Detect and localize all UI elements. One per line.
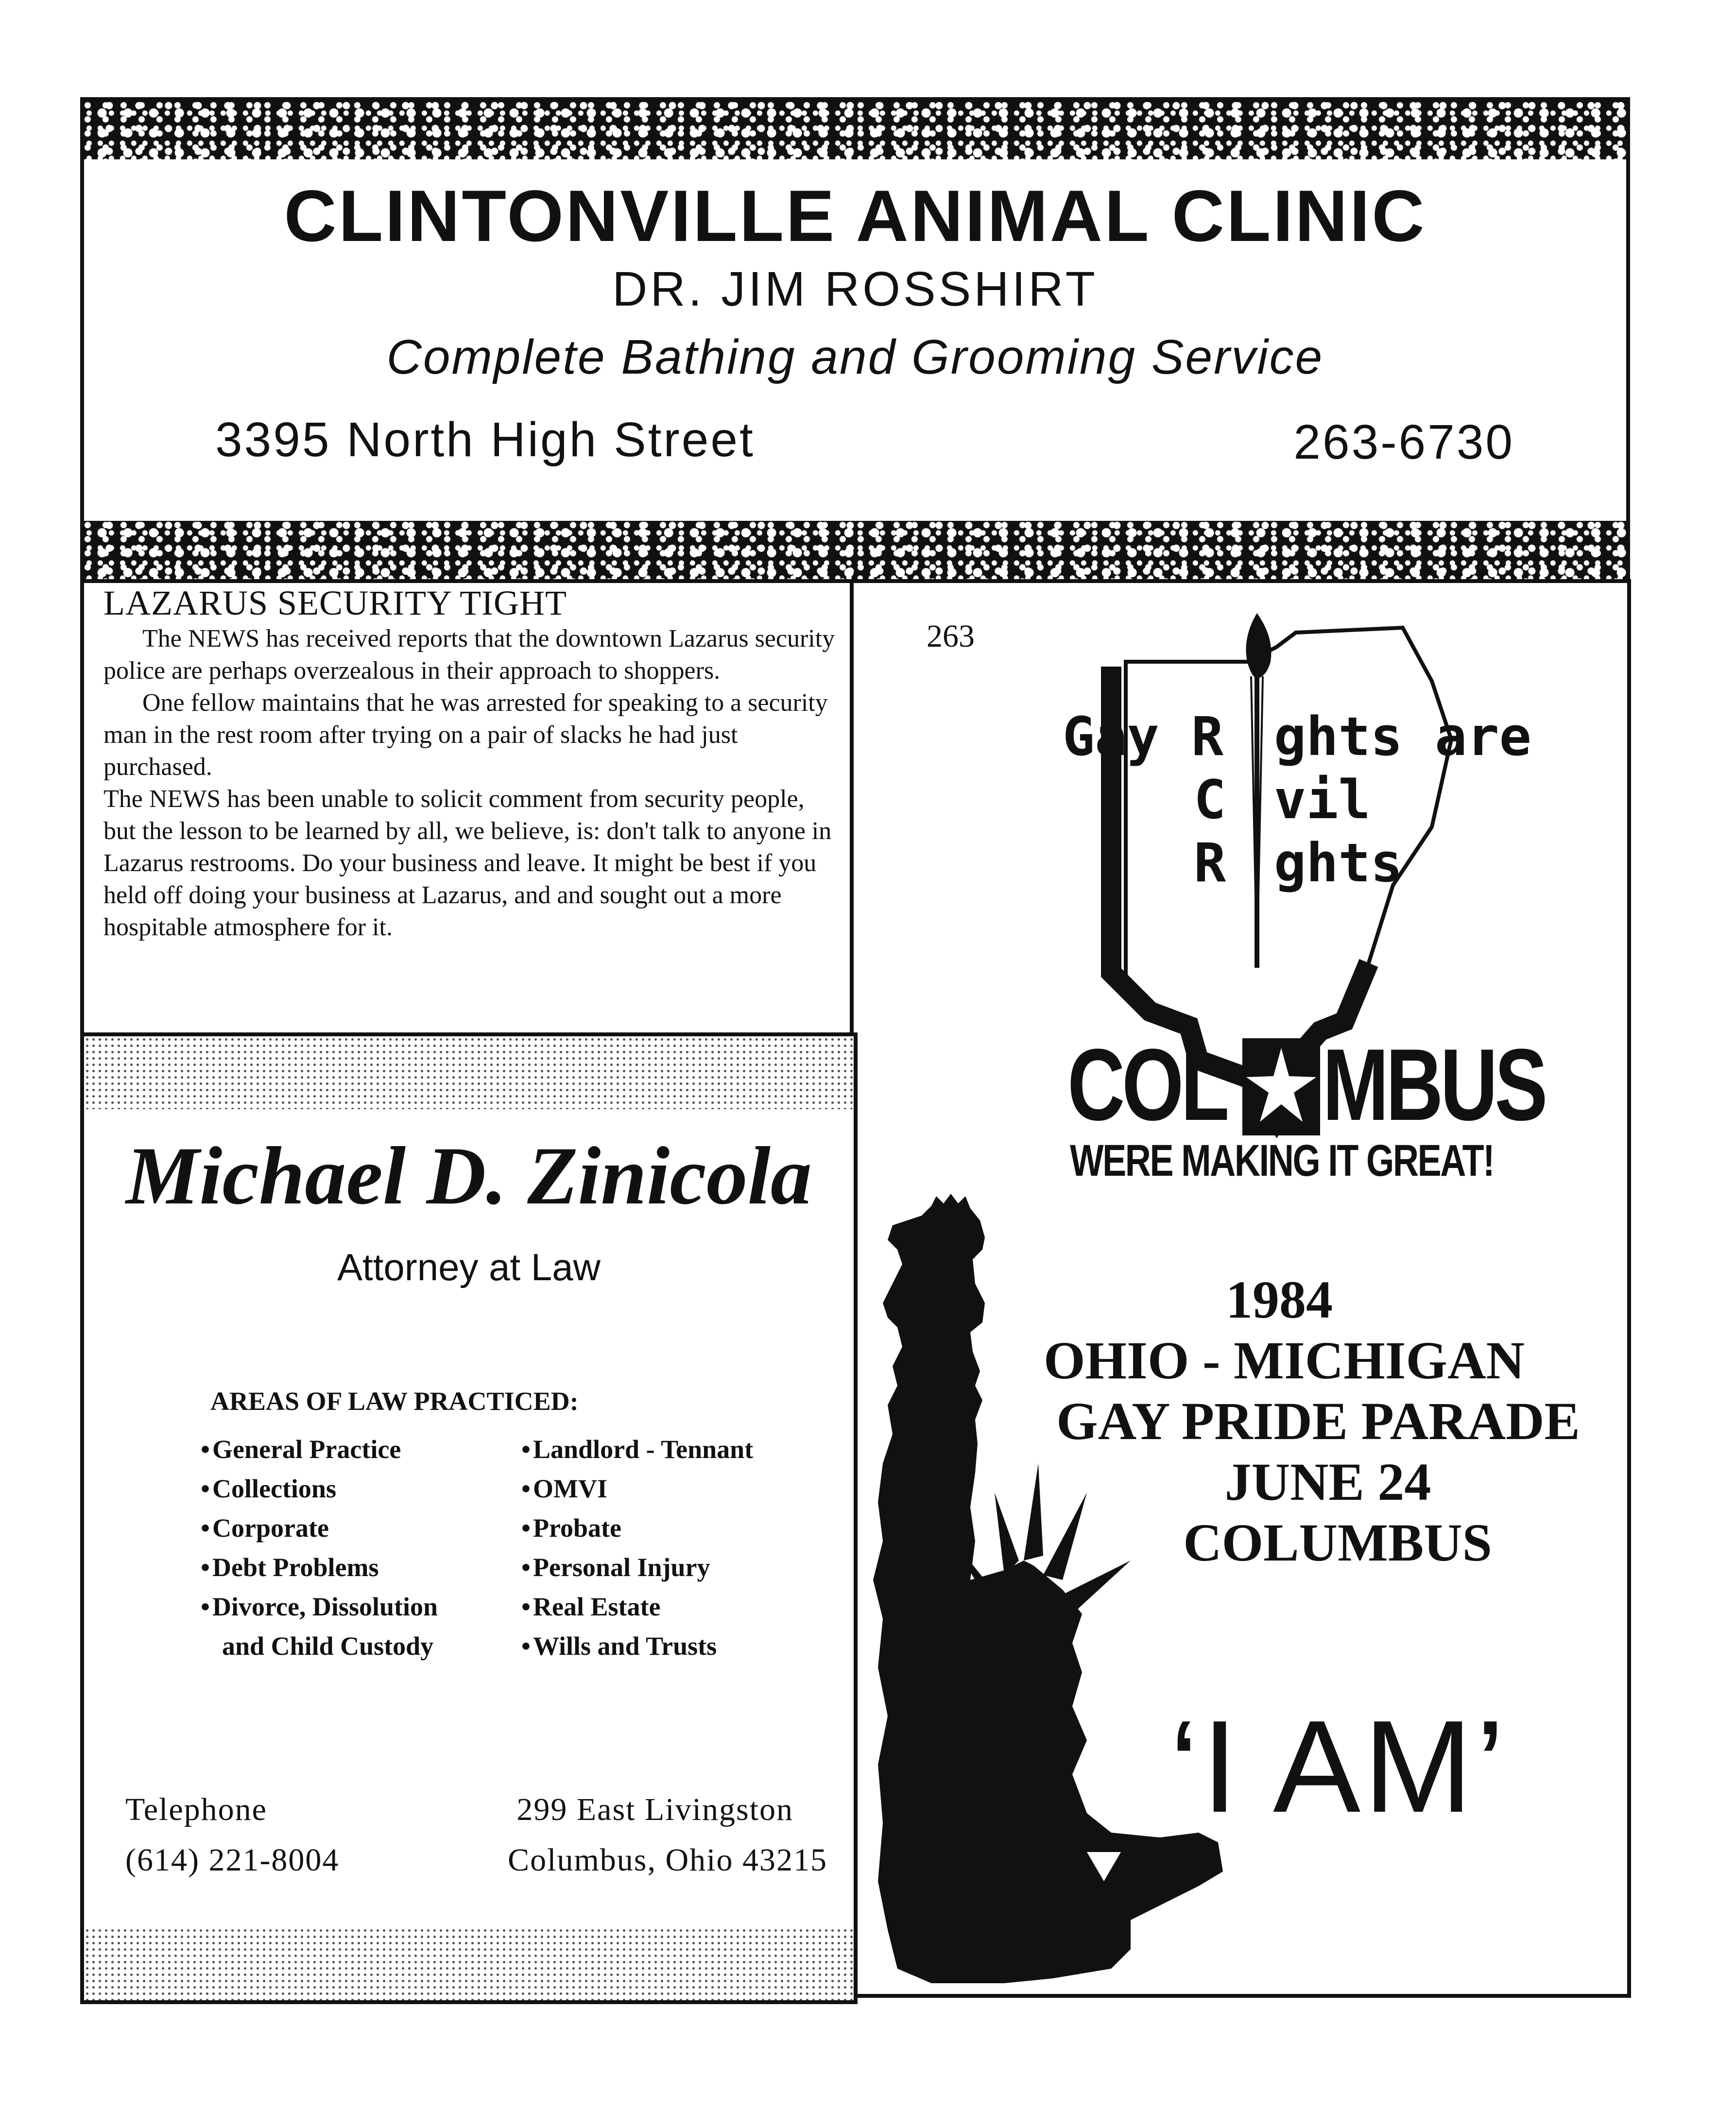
- area-item: •Probate: [521, 1513, 621, 1543]
- area-item: •Divorce, Dissolution: [201, 1592, 438, 1621]
- torch-flame: [1246, 613, 1272, 679]
- area-item: •Debt Problems: [201, 1553, 379, 1582]
- area-item: •General Practice: [201, 1435, 401, 1464]
- area-item: and Child Custody: [222, 1631, 434, 1661]
- parade-city: COLUMBUS: [1183, 1513, 1492, 1572]
- attorney-phone-block: [125, 1785, 339, 1886]
- columbus-slogan: WERE MAKING IT GREAT!: [1070, 1136, 1494, 1185]
- article-body: [103, 623, 837, 944]
- clinic-ad: [80, 97, 1630, 583]
- columbus-logo-right: MBUS: [1323, 1028, 1545, 1142]
- areas-left-list: [201, 1430, 438, 1666]
- area-item: •Personal Injury: [521, 1553, 710, 1582]
- clinic-service: Complete Bathing and Grooming Service: [386, 330, 1324, 384]
- parade-year: 1984: [1226, 1270, 1333, 1329]
- address-line2: Columbus, Ohio 43215: [508, 1842, 827, 1878]
- texture-border-bottom: [84, 521, 1626, 579]
- columbus-logo-left: COL: [1067, 1028, 1227, 1142]
- clinic-name: CLINTONVILLE ANIMAL CLINIC: [284, 175, 1427, 257]
- attorney-ad: [80, 1032, 858, 2004]
- area-item: •OMVI: [521, 1474, 607, 1503]
- gay-rights-line2-a: C: [1194, 769, 1226, 831]
- dotted-border-bottom: [84, 1927, 854, 2000]
- area-item: •Corporate: [201, 1513, 329, 1543]
- phone-number: (614) 221-8004: [125, 1842, 340, 1878]
- gay-rights-line3-a: R: [1194, 832, 1226, 894]
- clinic-address: 3395 North High Street: [215, 412, 755, 467]
- article-paragraph: The NEWS has received reports that the downtown Lazarus security police are perhaps overzealous in their approach to shoppers.: [103, 625, 835, 685]
- article-paragraph: The NEWS has been unable to solicit comment from security people, but the lesson to be learned by all, we believe, is: don't talk to anyone in Lazarus restrooms. Do your business and leave. It might be best if you held off doing your business at Lazarus, and and sought out a more hospitable atmosphere for it.: [103, 785, 832, 941]
- article-column: [80, 579, 854, 1036]
- clinic-phone: 263-6730: [1293, 415, 1514, 469]
- area-item: •Real Estate: [521, 1592, 661, 1621]
- texture-border-top: [84, 101, 1626, 159]
- article-paragraph: One fellow maintains that he was arrested for speaking to a security man in the rest room after trying on a pair of slacks he had just purchased.: [103, 689, 828, 781]
- area-item: •Collections: [201, 1474, 336, 1503]
- gay-rights-line1-a: Gay R: [1063, 705, 1224, 768]
- areas-right-list: [521, 1430, 753, 1666]
- i-am-slogan: ‘I AM’: [1169, 1694, 1508, 1840]
- areas-heading: AREAS OF LAW PRACTICED:: [210, 1387, 579, 1416]
- attorney-address-block: [448, 1785, 827, 1886]
- area-item: •Landlord - Tennant: [521, 1435, 754, 1464]
- article-title: LAZARUS SECURITY TIGHT: [103, 584, 567, 622]
- phone-label: Telephone: [125, 1792, 267, 1827]
- gay-rights-line3-b: ghts: [1274, 832, 1403, 894]
- parade-line2: GAY PRIDE PARADE: [1056, 1391, 1580, 1451]
- dotted-border-top: [84, 1036, 854, 1109]
- pride-poster: [854, 579, 1631, 1998]
- address-line1: 299 East Livingston: [516, 1792, 793, 1827]
- page-number: 263: [927, 618, 975, 654]
- gay-rights-line1-b: ghts are: [1274, 705, 1531, 768]
- gay-rights-line2-b: vil: [1274, 769, 1371, 831]
- star-icon: [1242, 1038, 1320, 1135]
- parade-line1: OHIO - MICHIGAN: [1044, 1331, 1525, 1390]
- parade-date: JUNE 24: [1224, 1452, 1431, 1511]
- area-item: •Wills and Trusts: [521, 1631, 717, 1661]
- clinic-doctor: DR. JIM ROSSHIRT: [612, 262, 1098, 316]
- attorney-title: Attorney at Law: [337, 1246, 601, 1288]
- attorney-name: Michael D. Zinicola: [126, 1130, 812, 1221]
